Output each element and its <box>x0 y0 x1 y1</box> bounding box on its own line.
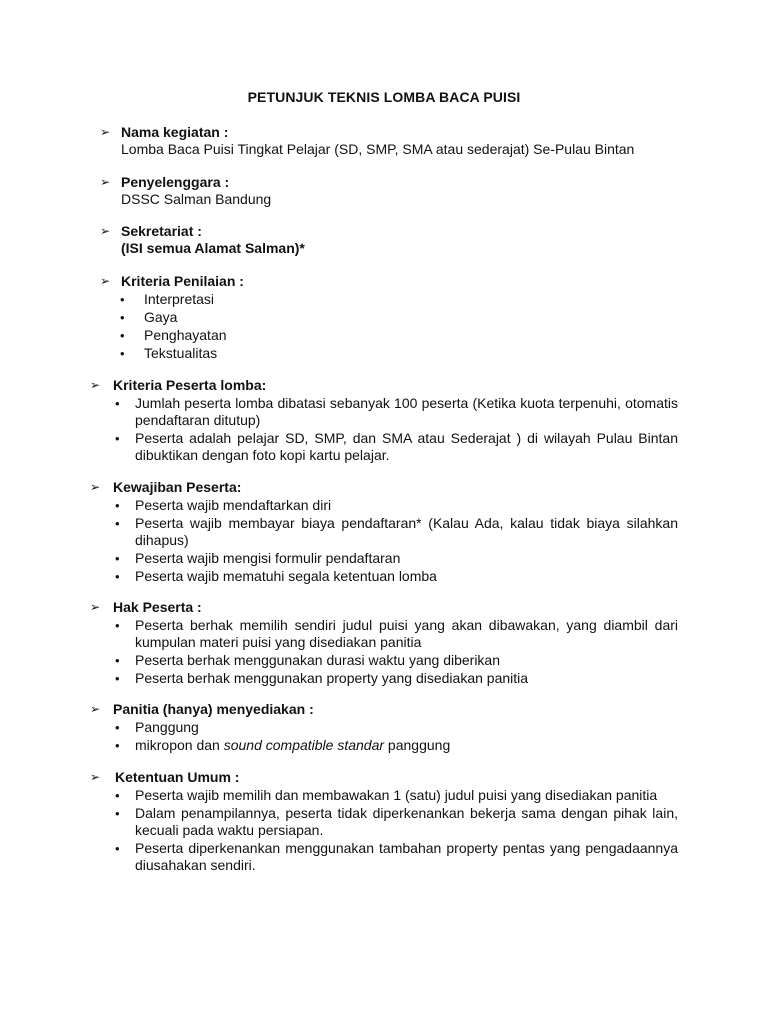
section-kriteria-penilaian <box>100 273 700 363</box>
bullet-dot-icon: • <box>115 653 120 668</box>
bullet-dot-icon: • <box>115 498 120 513</box>
list-item: • Tekstualitas <box>120 345 218 361</box>
italic-term: sound compatible standar <box>223 737 385 753</box>
arrow-bullet-icon: ➢ <box>90 770 101 784</box>
arrow-bullet-icon: ➢ <box>100 274 111 288</box>
bullet-dot-icon: • <box>115 516 120 531</box>
section-heading: Panitia (hanya) menyediakan : <box>113 701 314 717</box>
section-text: DSSC Salman Bandung <box>121 191 272 207</box>
arrow-bullet-icon: ➢ <box>100 175 111 189</box>
bullet-dot-icon: • <box>120 328 125 343</box>
section-heading: Nama kegiatan : <box>121 124 229 140</box>
list-item: • Peserta berhak menggunakan durasi waktu yang diberikan <box>115 652 501 668</box>
list-item: • Peserta wajib mendaftarkan diri <box>115 497 332 513</box>
list-item: • Peserta wajib memilih dan membawakan 1 (satu) judul puisi yang disediakan panitia <box>115 787 658 803</box>
list-item: • Jumlah peserta lomba dibatasi sebanyak 100 peserta (Ketika kuota terpenuhi, otomatis pendaftaran ditutup) <box>115 395 678 428</box>
bullet-dot-icon: • <box>115 396 120 411</box>
list-item: • Peserta wajib mengisi formulir pendaftaran <box>115 550 401 566</box>
bullet-dot-icon: • <box>115 569 120 584</box>
arrow-bullet-icon: ➢ <box>100 224 111 238</box>
list-item: • Peserta adalah pelajar SD, SMP, dan SMA atau Sederajat ) di wilayah Pulau Bintan dibuktikan dengan foto kopi kartu pelajar. <box>115 430 678 463</box>
criteria-list <box>100 291 700 362</box>
general-rules-list <box>90 787 678 874</box>
section-text: (ISI semua Alamat Salman)* <box>121 240 305 256</box>
bullet-dot-icon: • <box>115 788 120 803</box>
list-item: • Peserta wajib mematuhi segala ketentuan lomba <box>115 568 437 584</box>
document-title: PETUNJUK TEKNIS LOMBA BACA PUISI <box>247 89 521 105</box>
committee-provides-list <box>90 719 678 754</box>
bullet-dot-icon: • <box>115 841 120 856</box>
section-heading: Ketentuan Umum : <box>115 769 240 785</box>
participant-criteria-list <box>90 395 678 464</box>
list-item: • mikropon dan sound compatible standar panggung <box>115 737 451 753</box>
bullet-dot-icon: • <box>115 618 120 633</box>
section-nama-kegiatan <box>100 124 700 158</box>
section-kriteria-peserta <box>90 377 678 465</box>
section-penyelenggara <box>100 174 700 208</box>
bullet-dot-icon: • <box>115 671 120 686</box>
arrow-bullet-icon: ➢ <box>90 378 101 392</box>
bullet-dot-icon: • <box>120 292 125 307</box>
section-panitia <box>90 701 678 755</box>
list-item: • Peserta berhak memilih sendiri judul puisi yang akan dibawakan, yang diambil dari kumpulan materi puisi yang disediakan panitia <box>115 617 678 650</box>
list-item: • Interpretasi <box>120 291 215 307</box>
section-heading: Sekretariat : <box>121 223 202 239</box>
list-item: • Dalam penampilannya, peserta tidak diperkenankan bekerja sama dengan pihak lain, kecuali pada waktu persiapan. <box>115 805 678 838</box>
bullet-dot-icon: • <box>120 346 125 361</box>
section-heading: Hak Peserta : <box>113 599 202 615</box>
list-item: • Peserta diperkenankan menggunakan tambahan property pentas yang pengadaannya diusahakan sendiri. <box>115 840 678 873</box>
arrow-bullet-icon: ➢ <box>100 125 111 139</box>
section-heading: Kewajiban Peserta: <box>113 479 242 495</box>
arrow-bullet-icon: ➢ <box>90 702 101 716</box>
section-ketentuan-umum <box>90 769 678 875</box>
section-text: Lomba Baca Puisi Tingkat Pelajar (SD, SMP, SMA atau sederajat) Se-Pulau Bintan <box>121 141 635 157</box>
bullet-dot-icon: • <box>115 551 120 566</box>
bullet-dot-icon: • <box>115 431 120 446</box>
section-kewajiban-peserta <box>90 479 678 586</box>
list-item: • Penghayatan <box>120 327 227 343</box>
section-heading: Penyelenggara : <box>121 174 230 190</box>
section-hak-peserta <box>90 599 678 688</box>
list-item: • Peserta wajib membayar biaya pendaftaran* (Kalau Ada, kalau tidak biaya silahkan dihapus) <box>115 515 678 548</box>
rights-list <box>90 617 678 687</box>
list-item: • Peserta berhak menggunakan property yang disediakan panitia <box>115 670 529 686</box>
bullet-dot-icon: • <box>115 806 120 821</box>
arrow-bullet-icon: ➢ <box>90 480 101 494</box>
bullet-dot-icon: • <box>115 738 120 753</box>
section-heading: Kriteria Peserta lomba: <box>113 377 267 393</box>
list-item: • Gaya <box>120 309 178 325</box>
section-heading: Kriteria Penilaian : <box>121 273 244 289</box>
obligations-list <box>90 497 678 585</box>
arrow-bullet-icon: ➢ <box>90 600 101 614</box>
section-sekretariat <box>100 223 700 257</box>
list-item: • Panggung <box>115 719 199 735</box>
bullet-dot-icon: • <box>120 310 125 325</box>
bullet-dot-icon: • <box>115 720 120 735</box>
